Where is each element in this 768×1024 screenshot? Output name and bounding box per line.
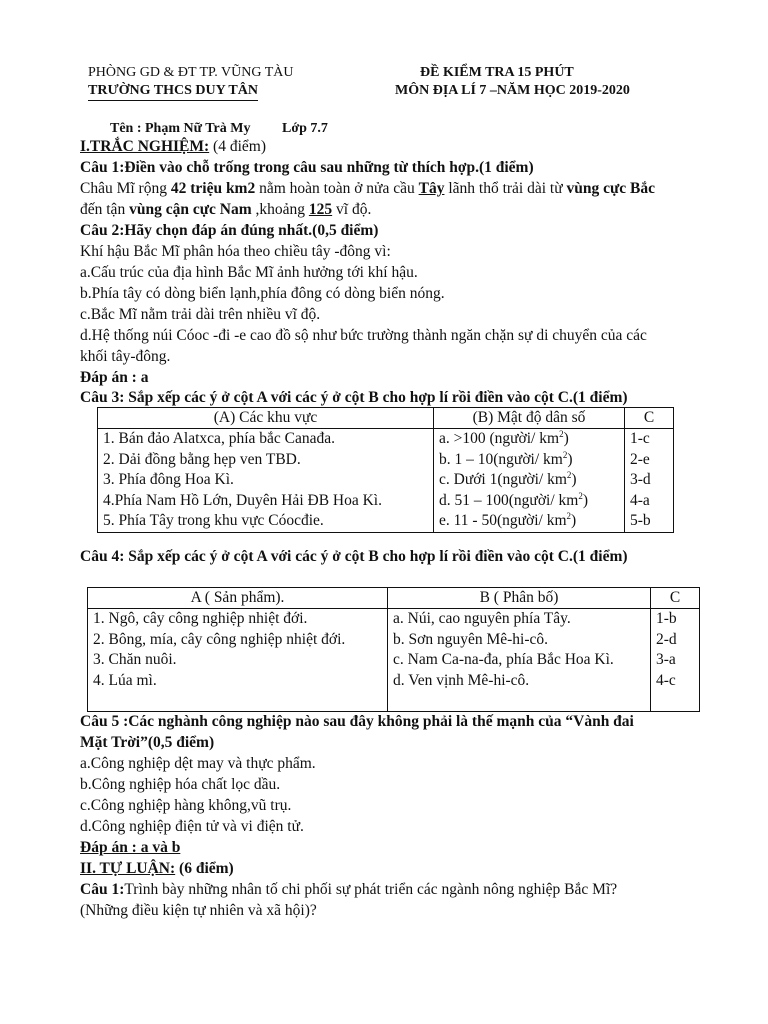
q5-option-a: a.Công nghiệp dệt may và thực phẩm. <box>80 755 316 772</box>
q5-option-b: b.Công nghiệp hóa chất lọc dầu. <box>80 776 281 793</box>
essay-q1 <box>80 879 617 900</box>
q3-cell-b: d. 51 – 100(người/ $km^2$) <box>434 491 625 512</box>
q1-answer-north: vùng cực Bắc <box>566 180 656 197</box>
q1-answer-area: 42 triệu km2 <box>170 180 256 197</box>
q3-head-b: (B) Mật độ dân số <box>434 408 625 429</box>
table-row <box>98 511 674 532</box>
q4-cell-c: 2-d <box>651 630 700 651</box>
q3-cell-c: 3-d <box>625 470 674 491</box>
q1-line2 <box>80 199 371 220</box>
q4-cell-c: 3-a <box>651 650 700 671</box>
department-name: PHÒNG GD & ĐT TP. VŨNG TÀU <box>88 65 294 80</box>
table-row <box>88 609 700 630</box>
q3-table <box>97 407 674 533</box>
part1-heading <box>80 136 266 157</box>
q4-cell-a: 1. Ngô, cây công nghiệp nhiệt đới. <box>88 609 388 630</box>
exam-subject: MÔN ĐỊA LÍ 7 –NĂM HỌC 2019-2020 <box>395 83 630 98</box>
q1-text: đến tận <box>80 201 130 218</box>
student-name: Tên : Phạm Nữ Trà My <box>110 121 251 136</box>
school-name: TRƯỜNG THCS DUY TÂN <box>88 82 258 101</box>
q3-cell-b: e. 11 - 50(người/ $km^2$) <box>434 511 625 532</box>
q5-answer: Đáp án : a và b <box>80 839 181 856</box>
q2-title: Câu 2:Hãy chọn đáp án đúng nhất.(0,5 điểm) <box>80 222 379 239</box>
table-row <box>88 630 700 651</box>
q3-cell-c: 4-a <box>625 491 674 512</box>
table-row <box>98 450 674 471</box>
part1-title: I.TRẮC NGHIỆM: <box>80 138 210 155</box>
q1-answer-hemisphere: Tây <box>418 180 445 197</box>
q4-cell-b: a. Núi, cao nguyên phía Tây. <box>388 609 651 630</box>
q4-head-c: C <box>651 588 700 609</box>
q5-option-d: d.Công nghiệp điện tử và vi điện tử. <box>80 818 304 835</box>
q4-cell-b: c. Nam Ca-na-đa, phía Bắc Hoa Kì. <box>388 650 651 671</box>
q3-cell-b: b. 1 – 10(người/ $km^2$) <box>434 450 625 471</box>
q3-cell-b: c. Dưới 1(người/ $km^2$) <box>434 470 625 491</box>
table-row <box>88 650 700 671</box>
table-row <box>98 470 674 491</box>
q3-cell-b: a. >100 (người/ $km^2$) <box>434 429 625 450</box>
q4-cell-a: 4. Lúa mì. <box>88 671 388 712</box>
q4-cell-c: 1-b <box>651 609 700 630</box>
q1-text: nằm hoàn toàn ở nửa cầu <box>255 180 419 197</box>
q1-text: ,khoảng <box>251 201 309 218</box>
table-row <box>98 429 674 450</box>
q5-title-cont: Mặt Trời”(0,5 điểm) <box>80 734 215 751</box>
part2-title: II. TỰ LUẬN: <box>80 860 176 877</box>
q1-text: Châu Mĩ rộng <box>80 180 171 197</box>
q4-cell-a: 2. Bông, mía, cây công nghiệp nhiệt đới. <box>88 630 388 651</box>
q3-cell-c: 2-e <box>625 450 674 471</box>
q3-cell-a: 5. Phía Tây trong khu vực Cóocđie. <box>98 511 434 532</box>
exam-title: ĐỀ KIỂM TRA 15 PHÚT <box>420 65 574 80</box>
q4-head-a: A ( Sản phẩm). <box>88 588 388 609</box>
q3-cell-a: 4.Phía Nam Hồ Lớn, Duyên Hải ĐB Hoa Kì. <box>98 491 434 512</box>
q4-head-b: B ( Phân bố) <box>388 588 651 609</box>
q1-title: Câu 1:Điền vào chỗ trống trong câu sau những từ thích hợp.(1 điểm) <box>80 159 534 176</box>
part2-points: (6 điểm) <box>175 860 234 877</box>
part1-points: (4 điểm) <box>209 138 266 155</box>
q5-title: Câu 5 :Các nghành công nghiệp nào sau đây không phải là thế mạnh của “Vành đai <box>80 713 634 730</box>
q4-cell-b: d. Ven vịnh Mê-hi-cô. <box>388 671 651 712</box>
q3-head-c: C <box>625 408 674 429</box>
q1-answer-degrees: 125 <box>308 201 333 218</box>
essay-q1-cont: (Những điều kiện tự nhiên và xã hội)? <box>80 902 317 919</box>
q3-cell-c: 1-c <box>625 429 674 450</box>
q3-cell-a: 3. Phía đông Hoa Kì. <box>98 470 434 491</box>
q4-cell-a: 3. Chăn nuôi. <box>88 650 388 671</box>
q3-cell-c: 5-b <box>625 511 674 532</box>
q2-option-c: c.Bắc Mĩ nằm trải dài trên nhiều vĩ độ. <box>80 306 321 323</box>
q2-option-d: d.Hệ thống núi Cóoc -đi -e cao đồ sộ như bức trường thành ngăn chặn sự di chuyển của các <box>80 327 647 344</box>
q2-option-d-cont: khối tây-đông. <box>80 348 171 365</box>
part2-heading <box>80 858 234 879</box>
q2-option-a: a.Cấu trúc của địa hình Bắc Mĩ ảnh hưởng tới khí hậu. <box>80 264 418 281</box>
table-row <box>88 671 700 712</box>
q2-stem: Khí hậu Bắc Mĩ phân hóa theo chiều tây -đông vì: <box>80 243 391 260</box>
q2-option-b: b.Phía tây có dòng biển lạnh,phía đông có dòng biển nóng. <box>80 285 445 302</box>
q4-cell-c: 4-c <box>651 671 700 712</box>
student-class: Lớp 7.7 <box>282 121 328 136</box>
q3-title: Câu 3: Sắp xếp các ý ở cột A với các ý ở cột B cho hợp lí rồi điền vào cột C.(1 điểm) <box>80 389 628 406</box>
q1-line1 <box>80 178 655 199</box>
essay-q1-text: Trình bày những nhân tố chi phối sự phát triển các ngành nông nghiệp Bắc Mĩ? <box>124 881 618 898</box>
q1-text: lãnh thổ trải dài từ <box>444 180 567 197</box>
table-row <box>98 491 674 512</box>
q3-head-a: (A) Các khu vực <box>98 408 434 429</box>
q4-title: Câu 4: Sắp xếp các ý ở cột A với các ý ở cột B cho hợp lí rồi điền vào cột C.(1 điểm) <box>80 548 628 565</box>
essay-q1-label: Câu 1: <box>80 881 125 898</box>
q5-option-c: c.Công nghiệp hàng không,vũ trụ. <box>80 797 292 814</box>
q1-answer-south: vùng cận cực Nam <box>129 201 252 218</box>
q3-cell-a: 1. Bán đảo Alatxca, phía bắc Canađa. <box>98 429 434 450</box>
q2-answer: Đáp án : a <box>80 369 149 386</box>
q4-table <box>87 587 700 712</box>
q1-text: vĩ độ. <box>332 201 372 218</box>
q4-cell-b: b. Sơn nguyên Mê-hi-cô. <box>388 630 651 651</box>
q3-cell-a: 2. Dải đồng bằng hẹp ven TBD. <box>98 450 434 471</box>
